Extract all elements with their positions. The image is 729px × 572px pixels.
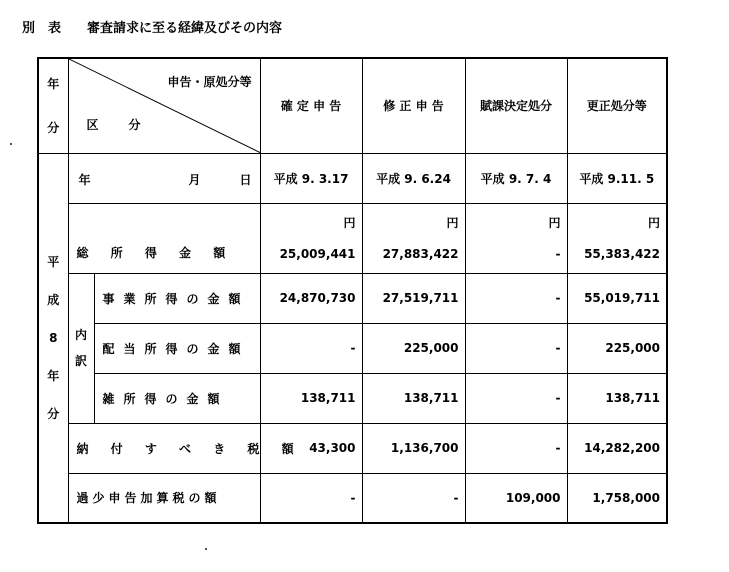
misc-income-label: 雑所得の金額: [94, 373, 260, 423]
total-income-label: 総 所 得 金 額: [68, 203, 260, 273]
side-year-char: 8: [49, 330, 58, 345]
uchiwake-char-1: 内: [74, 328, 87, 342]
page-title: 別 表 審査請求に至る経緯及びその内容: [22, 21, 283, 36]
col-header-kosei: 更正処分等: [567, 58, 667, 153]
misc-income-value: -: [465, 373, 567, 423]
penalty-tax-value: 1,758,000: [567, 473, 667, 523]
side-year-char: 分: [47, 406, 60, 421]
tax-due-value: -: [465, 423, 567, 473]
penalty-tax-value: 109,000: [465, 473, 567, 523]
side-year-char: 年: [47, 368, 60, 383]
business-income-value: -: [465, 273, 567, 323]
scan-speck: [205, 548, 207, 550]
dividend-income-label: 配当所得の金額: [94, 323, 260, 373]
date-cell: 平成 9.11. 5: [567, 153, 667, 203]
col-header-fuka: 賦課決定処分: [465, 58, 567, 153]
business-income-value: 27,519,711: [362, 273, 465, 323]
yen-unit: 円: [446, 215, 459, 230]
penalty-tax-value: -: [362, 473, 465, 523]
business-income-label: 事業所得の金額: [94, 273, 260, 323]
penalty-tax-value: -: [260, 473, 362, 523]
uchiwake-label: [68, 273, 94, 423]
tax-due-label: 納 付 す べ き 税 額: [68, 423, 260, 473]
yen-unit: 円: [548, 215, 561, 230]
diagonal-header: [68, 58, 260, 153]
misc-income-value: 138,711: [260, 373, 362, 423]
uchiwake-char-2: 訳: [74, 354, 87, 368]
dividend-income-value: -: [465, 323, 567, 373]
business-income-value: 24,870,730: [260, 273, 362, 323]
penalty-tax-label: 過少申告加算税の額: [68, 473, 260, 523]
year-header-char-1: 年: [47, 76, 60, 91]
date-cell: 平成 9. 6.24: [362, 153, 465, 203]
date-label-month: 月: [188, 172, 201, 187]
tax-due-value: 43,300: [260, 423, 362, 473]
total-income-cell: [260, 203, 362, 273]
business-income-value: 55,019,711: [567, 273, 667, 323]
appendix-table: [37, 57, 666, 522]
total-income-value: 27,883,422: [382, 246, 459, 261]
tax-due-value: 1,136,700: [362, 423, 465, 473]
dividend-income-value: 225,000: [567, 323, 667, 373]
side-year-label: [38, 153, 68, 523]
side-year-char: 平: [47, 254, 60, 269]
total-income-cell: [362, 203, 465, 273]
misc-income-value: 138,711: [567, 373, 667, 423]
date-cell: 平成 9. 3.17: [260, 153, 362, 203]
col-header-kakutei: 確 定 申 告: [260, 58, 362, 153]
diagonal-header-top: 申告・原処分等: [167, 75, 252, 89]
date-label-year: 年: [78, 172, 91, 187]
total-income-value: 55,383,422: [584, 246, 660, 261]
date-label-day: 日: [239, 172, 252, 187]
dividend-income-value: 225,000: [362, 323, 465, 373]
date-label: [68, 153, 260, 203]
year-header: [38, 58, 68, 153]
total-income-value: -: [555, 246, 561, 261]
date-cell: 平成 9. 7. 4: [465, 153, 567, 203]
total-income-cell: [567, 203, 667, 273]
scan-speck: [10, 143, 12, 145]
col-header-shusei: 修 正 申 告: [362, 58, 465, 153]
year-header-char-2: 分: [47, 120, 60, 135]
yen-unit: 円: [343, 215, 356, 230]
total-income-cell: [465, 203, 567, 273]
dividend-income-value: -: [260, 323, 362, 373]
tax-due-value: 14,282,200: [567, 423, 667, 473]
side-year-char: 成: [47, 292, 60, 307]
yen-unit: 円: [647, 215, 660, 230]
diagonal-header-bottom: 区分: [86, 117, 171, 132]
total-income-value: 25,009,441: [279, 246, 356, 261]
misc-income-value: 138,711: [362, 373, 465, 423]
